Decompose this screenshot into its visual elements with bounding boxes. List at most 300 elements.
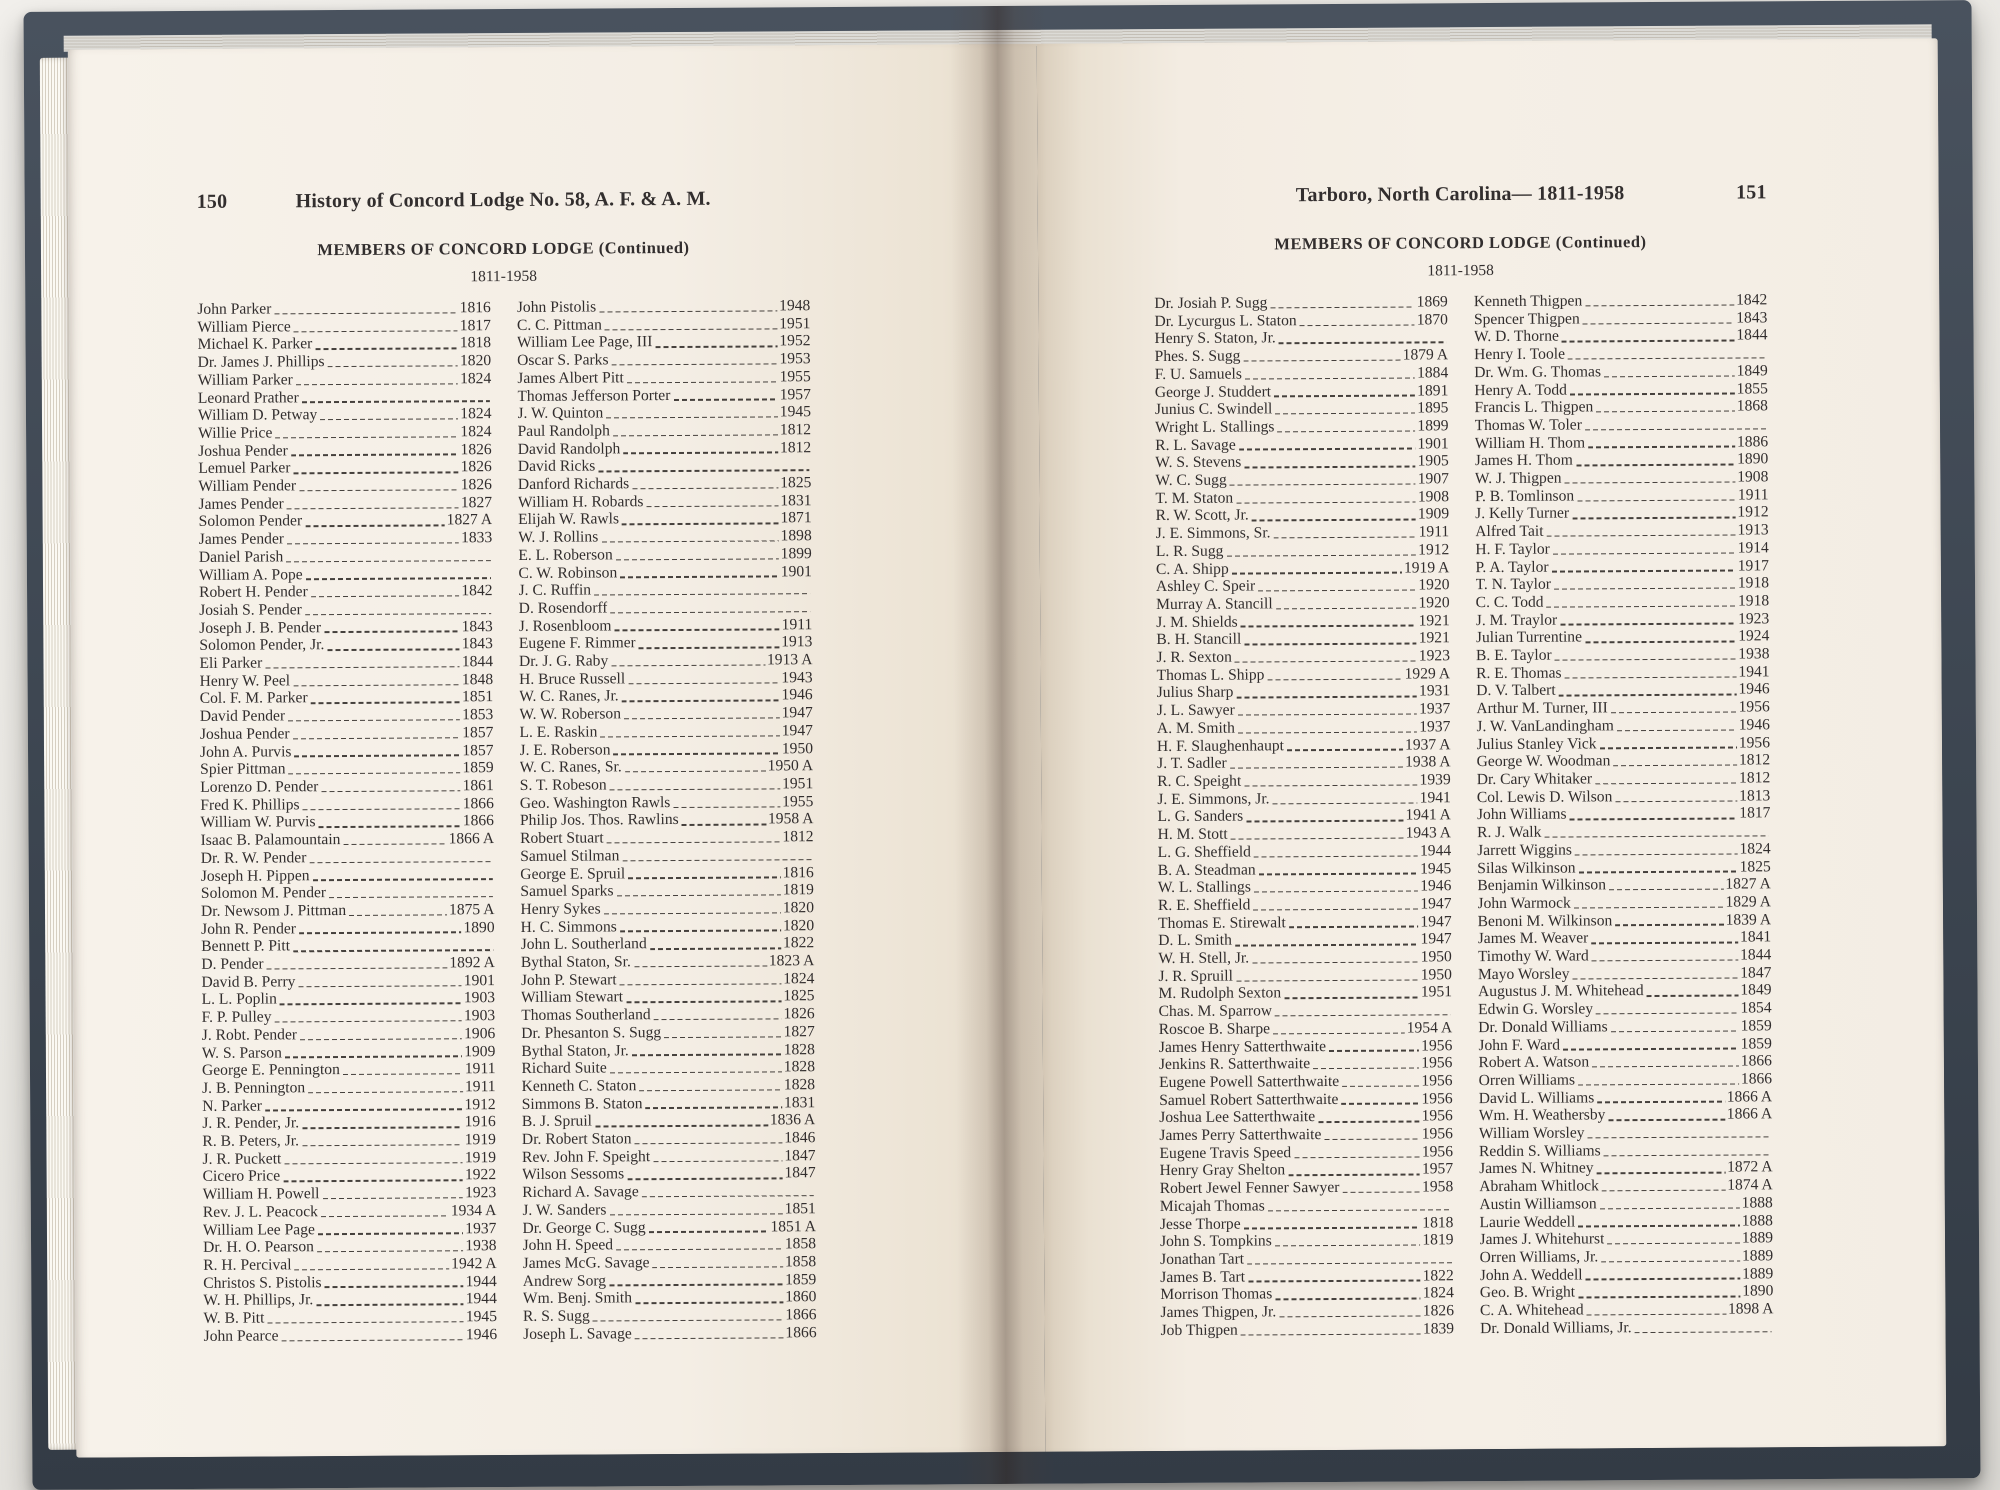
member-year: 1956 (1421, 1054, 1453, 1072)
member-row (1478, 911, 1772, 930)
member-name: H. F. Taylor (1475, 540, 1550, 558)
leader-line (287, 542, 459, 544)
leader-line (1254, 890, 1418, 892)
leader-line (294, 471, 459, 473)
member-row (1474, 309, 1768, 328)
member-year: 1819 (1422, 1231, 1454, 1249)
member-row (1159, 1125, 1453, 1144)
member-name: Joshua Lee Satterthwaite (1159, 1108, 1316, 1127)
leader-line (620, 930, 781, 932)
member-year: 1938 A (1405, 753, 1451, 771)
leader-line (1602, 1190, 1725, 1192)
leader-line (1591, 942, 1738, 944)
leader-line (296, 383, 458, 385)
member-name: W. C. Ranes, Sr. (519, 758, 622, 777)
leader-line (311, 702, 460, 704)
member-row (517, 350, 811, 369)
member-year: 1908 (1737, 468, 1769, 486)
member-year: 1826 (460, 476, 492, 494)
member-name: John Parker (197, 300, 272, 318)
member-row (198, 352, 492, 371)
member-name: John R. Pender (201, 919, 297, 938)
leader-line (267, 967, 448, 969)
page-header-left (197, 187, 810, 214)
member-year: 1846 (784, 1129, 816, 1147)
member-name: George W. Woodman (1476, 752, 1611, 771)
member-year: 1888 (1741, 1211, 1773, 1230)
member-row (1477, 876, 1771, 895)
member-row (522, 1147, 816, 1166)
member-year: 1859 (462, 759, 494, 777)
member-row (198, 388, 492, 407)
leader-line (1600, 1207, 1740, 1209)
member-name: Kenneth Thigpen (1473, 292, 1583, 311)
member-name: Willie Price (198, 424, 273, 442)
member-year: 1903 (463, 989, 496, 1007)
leader-line (343, 1073, 463, 1075)
member-name: Benjamin Wilkinson (1477, 876, 1607, 895)
member-row (1476, 610, 1770, 629)
member-name: Thomas Jefferson Porter (517, 386, 671, 405)
member-year: 1823 A (768, 952, 815, 970)
member-year: 1948 (779, 297, 811, 315)
member-row (1158, 966, 1452, 985)
member-name: James Pender (198, 530, 285, 549)
member-name: Spier Pittman (200, 760, 286, 779)
leader-line (1241, 625, 1417, 627)
member-year: 1860 (785, 1288, 817, 1306)
member-name: James Thigpen, Jr. (1160, 1303, 1277, 1322)
member-year: 1812 (782, 828, 814, 846)
member-row (519, 616, 813, 635)
member-name: Robert Jewel Fenner Sawyer (1159, 1179, 1340, 1198)
leader-line (626, 1001, 781, 1003)
member-row (201, 830, 495, 849)
member-year: 1824 (1739, 840, 1771, 858)
member-year: 1946 (781, 686, 813, 704)
member-year: 1911 (1418, 523, 1450, 541)
member-name: Samuel Robert Satterthwaite (1159, 1090, 1339, 1109)
member-row (1155, 346, 1449, 365)
leader-line (1596, 1012, 1738, 1014)
member-name: J. M. Shields (1156, 613, 1238, 631)
member-year: 1825 (780, 474, 812, 492)
member-name: D. L. Smith (1158, 931, 1232, 950)
member-row (521, 952, 815, 971)
member-name: Thomas Southerland (521, 1006, 651, 1025)
member-year: 1889 (1742, 1264, 1774, 1283)
member-name: Dr. George C. Sugg (522, 1218, 646, 1237)
member-row (522, 1076, 816, 1095)
member-name: R. E. Sheffield (1157, 896, 1251, 914)
member-year: 1822 (782, 934, 815, 952)
member-year: 1911 (781, 615, 813, 633)
leader-line (1238, 731, 1417, 733)
member-name: Isaac B. Palamountain (200, 831, 341, 849)
member-name: J. Robt. Pender (201, 1026, 298, 1044)
member-year: 1956 (1421, 1125, 1453, 1143)
member-row (197, 299, 491, 318)
member-row (1159, 1090, 1453, 1109)
member-year: 1958 A (767, 810, 814, 828)
member-row (1157, 700, 1451, 719)
member-name: Abraham Whitlock (1479, 1177, 1599, 1196)
member-name: Robert Stuart (520, 829, 604, 848)
member-name: John Pearce (203, 1327, 279, 1345)
member-name: Solomon M. Pender (200, 884, 327, 903)
member-year: 1908 (1417, 487, 1450, 506)
member-year: 1913 A (766, 651, 813, 669)
member-row (203, 1237, 497, 1256)
member-year: 1820 (782, 899, 815, 917)
leader-line (627, 381, 778, 383)
member-row (1476, 716, 1770, 735)
leader-line (1609, 889, 1723, 891)
member-name: William Lee Page, III (516, 333, 653, 352)
member-row (203, 1273, 497, 1292)
member-row (199, 635, 493, 654)
member-year: 1851 (784, 1200, 816, 1218)
member-name: M. Rudolph Sexton (1158, 984, 1282, 1003)
member-year: 1951 (779, 314, 811, 333)
member-row (198, 370, 492, 389)
member-row (1157, 736, 1451, 755)
member-name: Silas Wilkinson (1477, 858, 1576, 877)
member-name: David Randolph (517, 439, 621, 458)
leader-line (286, 560, 490, 563)
member-name: Dr. James J. Phillips (197, 353, 325, 372)
member-row (202, 1149, 496, 1168)
member-year: 1921 (1418, 611, 1450, 630)
member-row (201, 936, 495, 955)
leader-line (1578, 1083, 1739, 1085)
member-name: H. C. Simmons (520, 917, 617, 936)
member-row (518, 456, 812, 475)
member-name: W. H. Stell, Jr. (1158, 949, 1250, 968)
leader-line (1588, 446, 1735, 448)
member-list-left-col2 (517, 297, 817, 1343)
member-row (1476, 663, 1770, 682)
member-year: 1955 (779, 367, 811, 386)
member-row (520, 793, 814, 812)
leader-line (280, 1003, 462, 1006)
member-name: C. W. Robinson (518, 563, 618, 582)
leader-line (302, 400, 490, 403)
member-row (199, 653, 493, 672)
leader-line (1248, 1280, 1421, 1282)
member-row (1477, 769, 1771, 788)
member-year: 1952 (779, 332, 811, 350)
member-name: B. J. Spruil (521, 1112, 593, 1131)
member-row (1160, 1232, 1454, 1251)
member-name: Jenkins R. Satterthwaite (1158, 1055, 1311, 1074)
member-row (1474, 380, 1768, 399)
member-year: 1839 (1422, 1320, 1455, 1338)
member-row (1160, 1267, 1454, 1286)
member-name: H. M. Stott (1157, 825, 1228, 844)
member-year: 1921 (1418, 629, 1450, 647)
member-row (523, 1289, 817, 1308)
member-row (1159, 1143, 1453, 1162)
member-year: 1853 (462, 706, 494, 724)
member-year: 1824 (460, 423, 492, 441)
member-name: Murray A. Stancill (1156, 595, 1273, 614)
member-name: H. Bruce Russell (519, 670, 626, 688)
open-book (24, 0, 1981, 1490)
member-name: Dr. R. W. Pender (200, 849, 307, 867)
member-year: 1870 (1416, 310, 1448, 329)
member-row (521, 970, 815, 989)
member-year: 1950 (781, 739, 814, 757)
member-year: 1812 (1738, 751, 1771, 769)
member-name: W. L. Stallings (1157, 878, 1251, 897)
member-name: J. R. Puckett (202, 1150, 282, 1168)
leader-line (311, 595, 460, 597)
member-name: F. P. Pulley (201, 1008, 272, 1027)
member-year: 1947 (1420, 895, 1452, 913)
leader-line (306, 577, 491, 580)
member-year: 1842 (461, 582, 493, 600)
member-name: B. H. Stancill (1156, 630, 1242, 649)
member-row (201, 954, 495, 973)
member-year: 1947 (1420, 930, 1452, 948)
member-year: 1892 A (449, 954, 495, 972)
member-name: J. B. Pennington (202, 1079, 306, 1097)
leader-line (320, 418, 458, 420)
member-name: Dr. Robert Staton (521, 1130, 632, 1148)
member-year: 1822 (1422, 1266, 1454, 1285)
leader-line (1226, 554, 1416, 557)
member-name: Andrew Sorg (522, 1272, 607, 1290)
leader-line (289, 772, 461, 774)
member-name: Wilson Sessoms (522, 1165, 625, 1184)
member-row (523, 1324, 817, 1343)
member-row (1155, 417, 1449, 436)
member-name: Josiah S. Pender (199, 601, 302, 619)
member-name: Thomas W. Toler (1474, 416, 1582, 435)
member-name: R. W. Scott, Jr. (1155, 506, 1249, 525)
member-year: 1858 (784, 1253, 817, 1271)
member-name: W. C. Ranes, Jr. (519, 687, 619, 706)
leader-line (632, 487, 778, 489)
member-year: 1937 (1419, 718, 1451, 736)
member-name: William H. Powell (202, 1185, 320, 1204)
member-name: George E. Pennington (201, 1061, 340, 1080)
leader-line (1570, 818, 1738, 820)
member-name: John F. Ward (1478, 1036, 1561, 1054)
leader-line (1547, 605, 1736, 608)
member-year: 1866 A (448, 830, 495, 848)
member-name: L. L. Poplin (201, 990, 277, 1009)
leader-line (1273, 802, 1418, 804)
member-name: Dr. J. G. Raby (518, 652, 609, 671)
member-name: James B. Tart (1160, 1268, 1246, 1286)
member-year: 1909 (464, 1042, 496, 1060)
member-name: W. S. Stevens (1155, 453, 1242, 472)
member-row (199, 547, 493, 566)
leader-line (327, 648, 459, 650)
leader-line (1586, 1278, 1740, 1280)
member-row (1480, 1247, 1774, 1266)
member-name: N. Parker (202, 1097, 263, 1115)
member-name: A. M. Smith (1156, 719, 1235, 737)
member-name: W. D. Thorne (1473, 327, 1559, 346)
member-name: Julius Sharp (1156, 684, 1234, 702)
member-row (202, 1096, 496, 1115)
member-row (1157, 665, 1451, 684)
member-row (1159, 1037, 1453, 1056)
member-year: 1844 (1736, 326, 1768, 344)
member-row (1479, 1212, 1773, 1231)
member-row (203, 1184, 497, 1203)
member-year: 1947 (781, 704, 813, 722)
member-name: Wm. H. Weathersby (1478, 1106, 1606, 1125)
member-year: 1859 (1740, 1034, 1772, 1053)
member-name: Col. F. M. Parker (199, 689, 308, 708)
leader-line (1585, 428, 1766, 430)
member-name: James M. Weaver (1477, 929, 1589, 948)
member-row (199, 565, 493, 584)
member-year: 1826 (783, 1005, 815, 1023)
leader-line (1565, 481, 1736, 483)
member-row (199, 600, 493, 619)
member-year: 1956 (1421, 1089, 1453, 1108)
member-year: 1844 (1740, 946, 1772, 964)
leader-line (1254, 855, 1418, 857)
member-row (203, 1255, 497, 1274)
member-name: Eugene F. Rimmer (518, 634, 636, 653)
leader-line (329, 896, 492, 898)
member-row (522, 1094, 816, 1113)
member-year: 1824 (460, 405, 492, 423)
member-year: 1854 (1740, 999, 1772, 1017)
member-year: 1859 (785, 1270, 817, 1289)
leader-line (305, 525, 444, 527)
member-row (1474, 327, 1768, 346)
leader-line (624, 717, 780, 719)
leader-line (654, 1018, 782, 1020)
member-name: J. L. Sawyer (1156, 701, 1235, 720)
member-name: R. C. Speight (1157, 772, 1242, 791)
member-row (1158, 842, 1452, 861)
member-name: John P. Stewart (520, 971, 617, 989)
leader-line (293, 737, 461, 739)
member-row (1157, 754, 1451, 773)
leader-line (595, 1125, 768, 1127)
member-year: 1869 (1416, 293, 1448, 311)
leader-line (1235, 944, 1419, 947)
member-name: C. C. Todd (1475, 593, 1544, 612)
member-row (1155, 399, 1449, 418)
leader-line (1232, 572, 1402, 574)
leader-line (1578, 1296, 1740, 1298)
member-year: 1866 (1740, 1070, 1773, 1088)
member-year: 1825 (783, 987, 815, 1005)
member-row (521, 917, 815, 936)
member-row (201, 883, 495, 902)
leader-line (617, 894, 781, 896)
leader-line (611, 664, 765, 666)
leader-line (294, 330, 458, 332)
member-name: Oscar S. Parks (517, 351, 609, 370)
member-year: 1937 (1419, 700, 1451, 718)
member-name: James Pender (198, 495, 284, 513)
leader-line (275, 1020, 462, 1023)
member-year: 1912 (1737, 503, 1769, 521)
leader-line (1230, 767, 1403, 769)
member-row (1159, 1072, 1453, 1091)
leader-line (1552, 570, 1736, 573)
member-name: L. G. Sheffield (1157, 843, 1251, 861)
member-row (518, 474, 812, 493)
leader-line (664, 1036, 781, 1038)
leader-line (653, 1160, 782, 1162)
member-row (1478, 982, 1772, 1001)
member-row (1156, 612, 1450, 631)
member-row (198, 476, 492, 495)
member-name: Joshua Pender (198, 441, 288, 460)
member-row (522, 1218, 816, 1237)
member-year: 1942 A (451, 1255, 497, 1273)
leader-line (1324, 1138, 1419, 1140)
member-name: Ashley C. Speir (1155, 577, 1256, 596)
member-row (203, 1290, 497, 1309)
member-name: William A. Pope (198, 565, 303, 584)
leader-line (308, 1091, 463, 1093)
member-row (1477, 805, 1771, 824)
member-row (1155, 435, 1449, 454)
leader-line (298, 985, 461, 987)
member-year: 1956 (1421, 1072, 1453, 1090)
leader-line (673, 399, 777, 401)
member-row (1158, 984, 1452, 1003)
member-row (1475, 415, 1769, 434)
leader-line (1588, 1136, 1771, 1139)
member-row (517, 333, 811, 352)
member-name: C. A. Shipp (1155, 560, 1229, 578)
member-name: Danford Richards (517, 475, 630, 493)
member-row (1156, 594, 1450, 613)
member-row (1158, 913, 1452, 932)
member-name: R. J. Walk (1476, 823, 1542, 842)
member-row (204, 1326, 498, 1345)
member-row (518, 421, 812, 440)
member-year: 1818 (459, 334, 492, 352)
member-name: James McG. Savage (522, 1254, 650, 1272)
leader-line (650, 947, 781, 949)
member-row (202, 1043, 496, 1062)
member-year: 1934 A (450, 1201, 497, 1220)
member-row (523, 1271, 817, 1290)
member-name: William D. Petway (197, 406, 318, 425)
leader-line (1267, 678, 1402, 680)
member-row (1475, 521, 1769, 540)
member-year: 1826 (460, 458, 492, 476)
member-row (200, 795, 494, 814)
leader-line (284, 1162, 462, 1164)
member-row (1476, 734, 1770, 753)
member-name: George E. Spruil (520, 864, 626, 883)
member-name: Samuel Stilman (520, 847, 620, 865)
member-row (520, 864, 814, 883)
leader-line (620, 983, 782, 985)
member-list-right-col1 (1154, 293, 1454, 1339)
member-name: Reddin S. Williams (1478, 1142, 1601, 1160)
member-year: 1843 (1736, 309, 1768, 327)
member-year: 1849 (1740, 981, 1772, 999)
member-name: Christos S. Pistolis (203, 1273, 322, 1292)
leader-line (616, 558, 779, 560)
